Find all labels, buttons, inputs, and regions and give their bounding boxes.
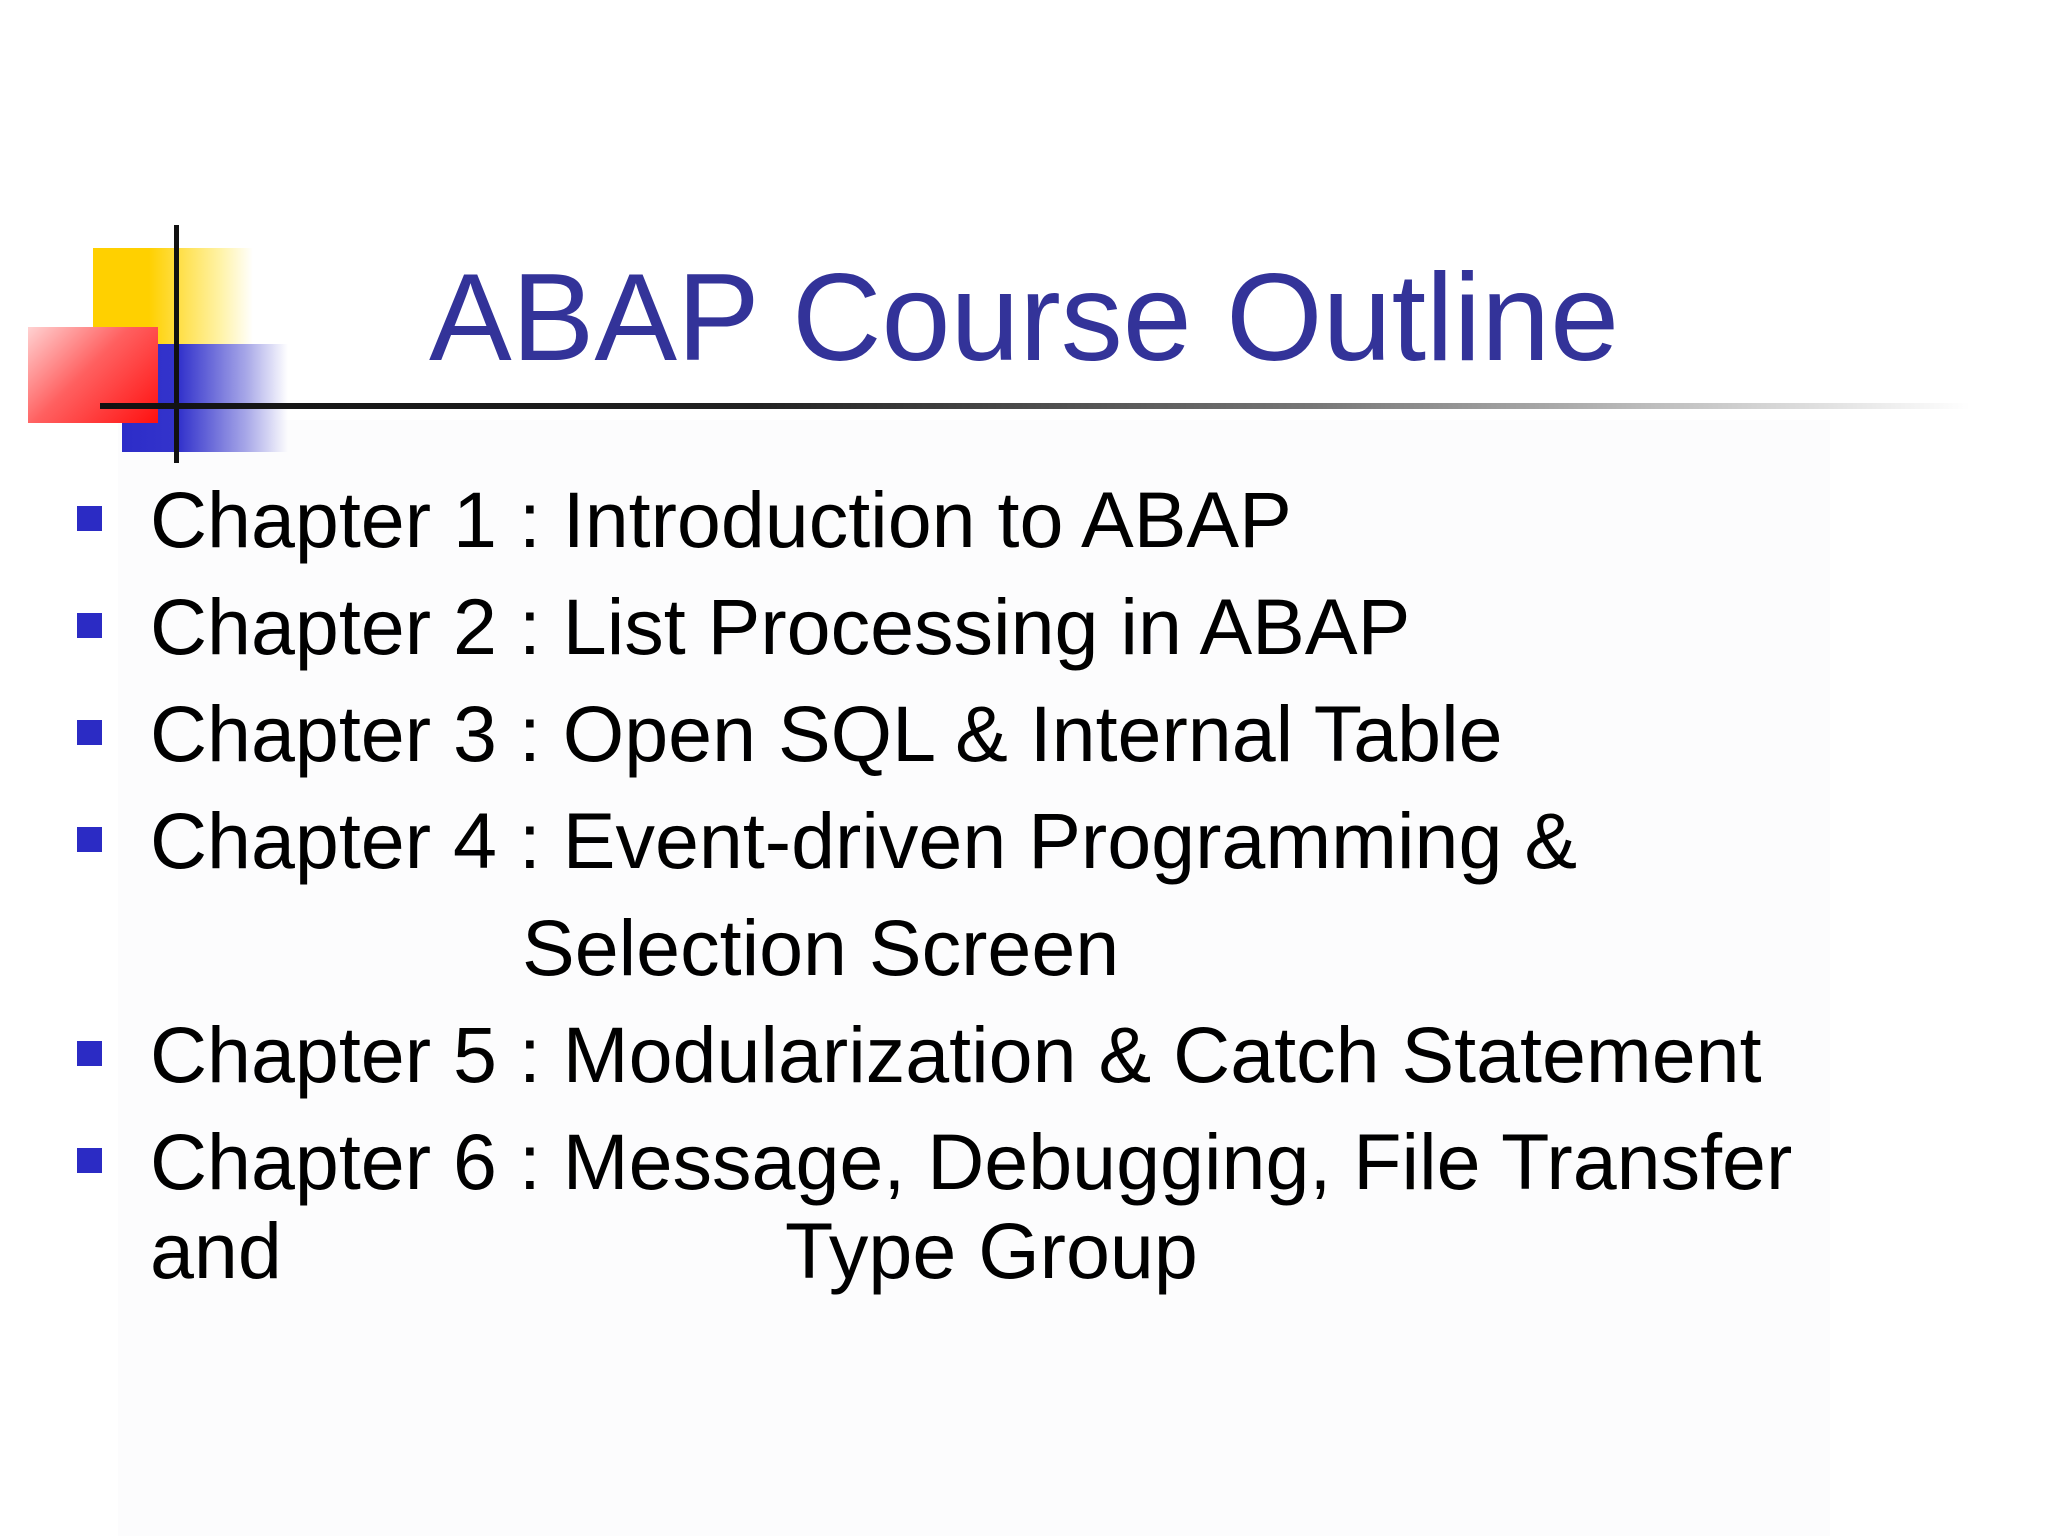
- square-bullet-icon: [77, 506, 102, 531]
- list-item-text: Chapter 3 : Open SQL & Internal Table: [150, 689, 1503, 778]
- list-item: [0, 688, 2048, 780]
- square-bullet-icon: [77, 827, 102, 852]
- square-bullet-icon: [77, 1148, 102, 1173]
- list-item-text: Chapter 2 : List Processing in ABAP: [150, 582, 1411, 671]
- square-bullet-icon: [77, 1041, 102, 1066]
- list-item: [0, 795, 2048, 887]
- list-item-text: Chapter 6 : Message, Debugging, File Transfer: [150, 1117, 1793, 1206]
- list-item-text: Chapter 5 : Modularization & Catch Statement: [150, 1010, 1762, 1099]
- list-item-text: Chapter 4 : Event-driven Programming &: [150, 796, 1578, 885]
- list-item-continuation-left: and: [150, 1206, 282, 1295]
- list-item-continuation: Selection Screen: [522, 903, 1120, 992]
- square-bullet-icon: [77, 720, 102, 745]
- list-item: [0, 474, 2048, 566]
- list-item-text: Chapter 1 : Introduction to ABAP: [150, 475, 1292, 564]
- list-item: [0, 1009, 2048, 1101]
- list-item: [0, 1116, 2048, 1208]
- slide-title: ABAP Course Outline: [428, 249, 1620, 387]
- list-item-continuation-right: Type Group: [785, 1206, 1198, 1295]
- square-bullet-icon: [77, 613, 102, 638]
- list-item: [0, 581, 2048, 673]
